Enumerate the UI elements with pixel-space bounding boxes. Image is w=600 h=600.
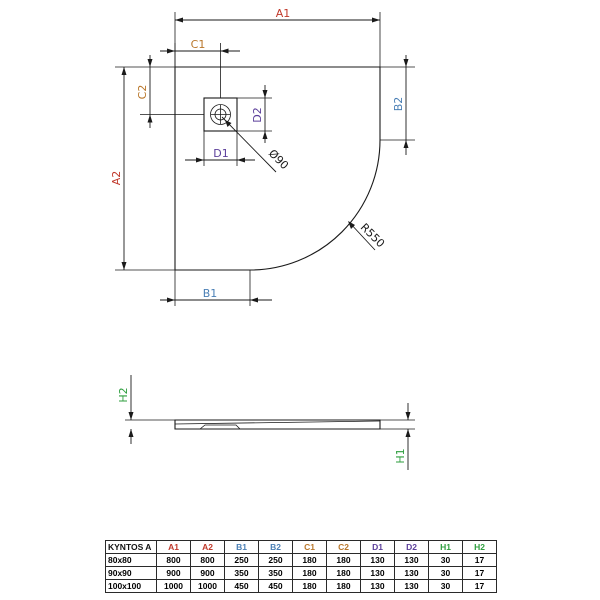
table-cell: 30 [429,567,463,580]
dim-D2 [237,85,272,143]
dim-B2-label: B2 [392,96,405,112]
dim-H2-label: H2 [117,387,130,403]
dim-H1 [380,403,415,470]
dim-C1 [160,38,240,98]
table-cell: 800 [157,554,191,567]
table-cell: 130 [395,567,429,580]
tray-outline [175,67,380,270]
table-cell: 180 [293,567,327,580]
table-cell: 180 [327,580,361,593]
table-cell: 30 [429,554,463,567]
table-row [106,554,497,567]
table-cell: 17 [463,567,497,580]
drain-profile [200,425,240,429]
dim-A1 [175,7,380,67]
col-header: A1 [157,541,191,554]
dim-D2-label: D2 [251,107,264,123]
col-header: H1 [429,541,463,554]
table-cell: 180 [327,554,361,567]
col-header: B1 [225,541,259,554]
row-model: 90x90 [106,567,157,580]
col-header: D2 [395,541,429,554]
dim-B1-label: B1 [202,287,218,300]
dim-H1-label: H1 [394,448,407,464]
spec-table [105,540,497,593]
table-cell: 800 [191,554,225,567]
table-cell: 130 [395,580,429,593]
table-cell: 900 [157,567,191,580]
dim-A2-label: A2 [110,170,123,186]
col-header: H2 [463,541,497,554]
table-cell: 130 [361,554,395,567]
col-header: C1 [293,541,327,554]
table-cell: 1000 [157,580,191,593]
table-row [106,580,497,593]
table-cell: 180 [293,580,327,593]
table-cell: 350 [259,567,293,580]
table-cell: 450 [259,580,293,593]
dim-A1-label: A1 [275,7,291,20]
dim-H2 [117,375,175,444]
table-cell: 1000 [191,580,225,593]
table-cell: 180 [327,567,361,580]
dim-C2-label: C2 [136,84,149,100]
table-cell: 130 [395,554,429,567]
table-cell: 350 [225,567,259,580]
row-model: 80x80 [106,554,157,567]
table-title: KYNTOS A [106,541,157,554]
dim-D1-label: D1 [213,147,229,160]
col-header: A2 [191,541,225,554]
dim-C2 [136,55,204,128]
dim-B1 [160,270,272,306]
table-cell: 130 [361,567,395,580]
table-cell: 900 [191,567,225,580]
drain-diameter-label: Ø90 [265,146,292,173]
dim-radius [348,221,387,250]
radius-label: R550 [357,220,388,251]
table-cell: 250 [225,554,259,567]
dim-C1-label: C1 [190,38,206,51]
table-cell: 30 [429,580,463,593]
table-row [106,567,497,580]
table-cell: 17 [463,580,497,593]
side-view [117,375,415,470]
col-header: C2 [327,541,361,554]
table-cell: 130 [361,580,395,593]
table-cell: 450 [225,580,259,593]
col-header: B2 [259,541,293,554]
drain [204,98,237,131]
table-cell: 250 [259,554,293,567]
dim-drain-diameter [222,117,291,172]
top-view [110,7,415,306]
table-cell: 17 [463,554,497,567]
col-header: D1 [361,541,395,554]
dim-B2 [380,55,415,155]
table-cell: 180 [293,554,327,567]
table-header-row [106,541,497,554]
row-model: 100x100 [106,580,157,593]
dim-D1 [185,131,255,166]
